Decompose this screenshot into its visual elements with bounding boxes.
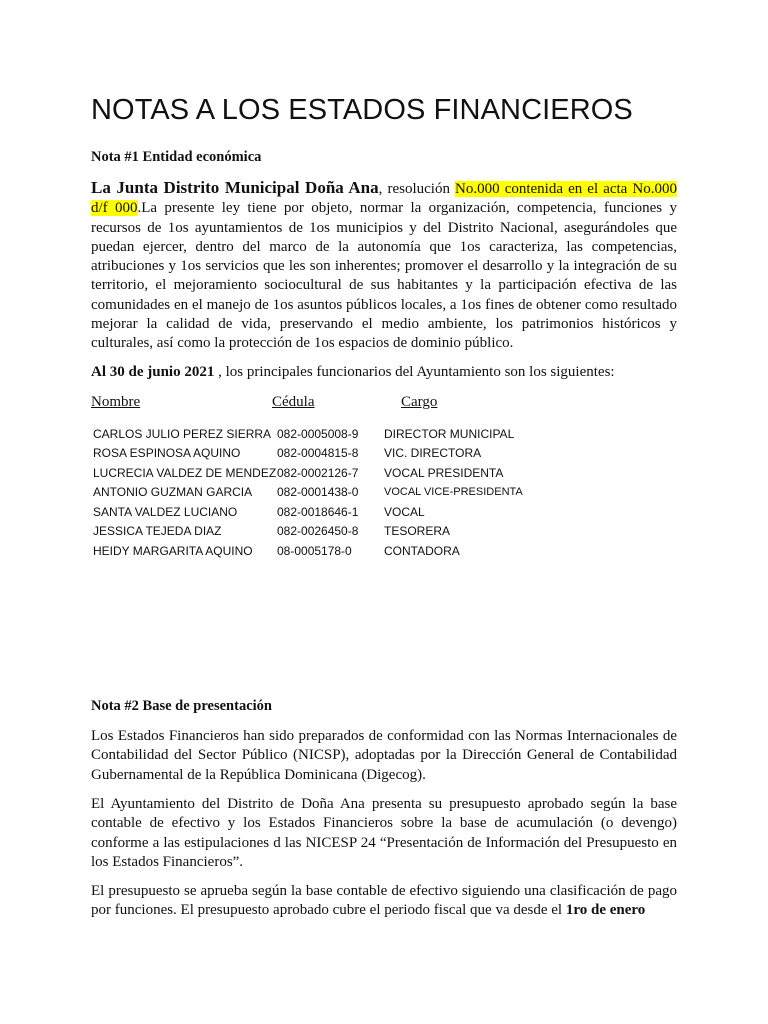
table-row [93,522,523,542]
officials-table [93,424,523,561]
official-cargo: DIRECTOR MUNICIPAL [384,426,515,441]
official-cedula: 082-0026450-8 [277,524,359,539]
table-row [93,541,523,561]
nota-2-paragraph-1: Los Estados Financieros han sido preparados de conformidad con las Normas Internacionales de Contabilidad del Sector Público (NICSP), adoptadas por la Dirección General de Contabilidad Gubernamental de la República Dominicana (Digecog). [91,728,677,783]
entity-name: La Junta Distrito Municipal Doña Ana [91,178,379,197]
column-header-cedula: Cédula [272,394,315,410]
date-line-text: , los principales funcionarios del Ayuntamiento son los siguientes: [214,364,615,380]
official-cargo: VOCAL PRESIDENTA [384,465,504,480]
officials-table-body [93,424,523,561]
page-title: NOTAS A LOS ESTADOS FINANCIEROS [91,94,633,126]
date-line [91,363,677,382]
official-cedula: 082-0005008-9 [277,426,359,441]
resolution-label: , resolución [378,181,456,197]
official-name: JESSICA TEJEDA DIAZ [93,524,222,539]
official-cedula: 082-0001438-0 [277,485,359,500]
date-line-date: Al 30 de junio 2021 [91,364,215,380]
highlighted-resolution: No.000 contenida en el acta No.000 d/f 000 [91,181,677,217]
table-row [93,444,523,464]
official-name: ROSA ESPINOSA AQUINO [93,446,241,461]
official-cargo: VOCAL [384,504,425,519]
official-cedula: 082-0018646-1 [277,504,359,519]
fiscal-period-start: 1ro de enero [565,902,646,919]
official-cedula: 08-0005178-0 [277,543,352,558]
official-name: HEIDY MARGARITA AQUINO [93,543,253,558]
nota-2-paragraph-3-text: El presupuesto se aprueba según la base contable de efectivo siguiendo una clasificación de pago por funciones. El presupuesto aprobado cubre el periodo fiscal que va desde el [91,883,677,919]
table-row [93,502,523,522]
official-name: CARLOS JULIO PEREZ SIERRA [93,426,272,441]
table-row [93,463,523,483]
column-header-nombre: Nombre [91,394,141,410]
nota-1-body: .La presente ley tiene por objeto, normar la organización, competencia, funciones y recursos de 1os ayuntamientos de 1os municipios y del Distrito Nacional, asegurándoles que puedan ejercer, dentro del marco de la autonomía que 1os caracteriza, las competencias, atribuciones y 1os servicios que les son inherentes; promover el desarrollo y la integración de su territorio, el mejoramiento sociocultural de sus habitantes y la participación efectiva de las comunidades en el manejo de 1os asuntos públicos locales, a 1os fines de obtener como resultado mejorar la calidad de vida, preservando el medio ambiente, los patrimonios históricos y culturales, así como la protección de 1os espacios de dominio público. [91,200,677,352]
official-name: ANTONIO GUZMAN GARCIA [93,485,253,500]
official-cedula: 082-0002126-7 [277,465,359,480]
table-row [93,483,523,503]
official-name: LUCRECIA VALDEZ DE MENDEZ [93,465,277,480]
official-cargo: VOCAL VICE-PRESIDENTA [384,486,523,499]
nota-1-paragraph [91,178,677,354]
official-name: SANTA VALDEZ LUCIANO [93,504,238,519]
official-cargo: TESORERA [384,524,451,539]
official-cargo: CONTADORA [384,543,460,558]
nota-1-heading: Nota #1 Entidad económica [91,149,262,165]
column-header-cargo: Cargo [401,394,438,410]
official-cedula: 082-0004815-8 [277,446,359,461]
nota-2-paragraph-3 [91,882,677,921]
official-cargo: VIC. DIRECTORA [384,446,482,461]
table-row [93,424,523,444]
nota-2-paragraph-2: El Ayuntamiento del Distrito de Doña Ana presenta su presupuesto aprobado según la base contable de efectivo y los Estados Financieros sobre la base de acumulación (o devengo) conforme a las estipulaciones d las NICESP 24 “Presentación de Información del Presupuesto en los Estados Financieros”. [91,796,677,870]
nota-2-heading: Nota #2 Base de presentación [91,698,272,714]
